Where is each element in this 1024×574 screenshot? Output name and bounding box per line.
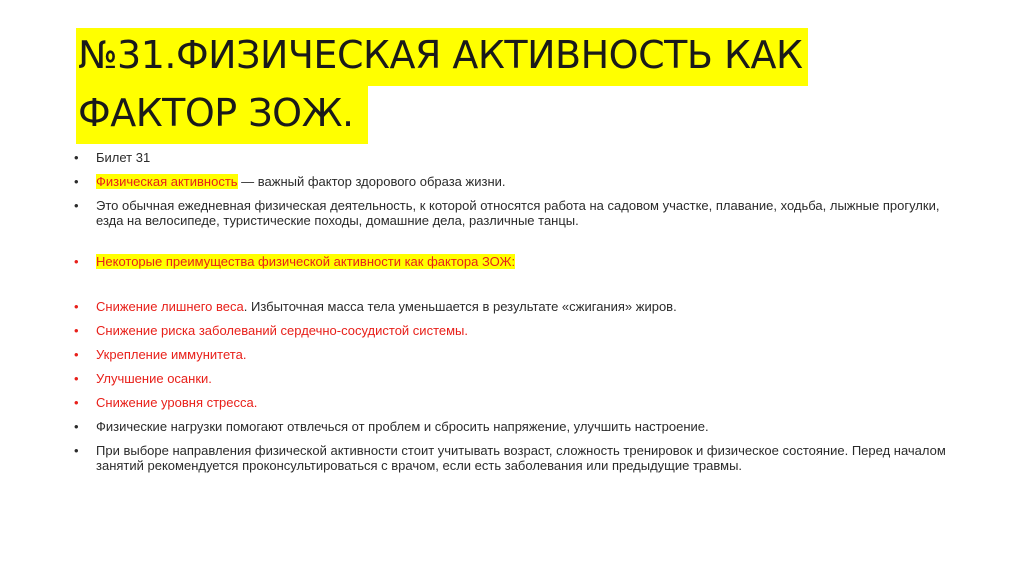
bullet-item-cardio	[74, 323, 954, 338]
bullet-text: Билет 31	[96, 150, 151, 165]
bullet-marker: •	[74, 395, 79, 410]
highlighted-term: Физическая активность	[96, 174, 238, 189]
bullet-marker: •	[74, 419, 79, 434]
benefits-heading: Некоторые преимущества физической активности как фактора ЗОЖ:	[96, 254, 516, 269]
bullet-item-loads	[74, 419, 954, 434]
bullet-marker: •	[74, 347, 79, 362]
bullet-text: Физические нагрузки помогают отвлечься от проблем и сбросить напряжение, улучшить настроение.	[96, 419, 709, 434]
bullet-marker: •	[74, 198, 79, 213]
bullet-marker: •	[74, 443, 79, 458]
bullet-text: Укрепление иммунитета.	[96, 347, 247, 362]
slide-title	[76, 28, 816, 144]
bullet-marker: •	[74, 254, 79, 269]
bullet-marker: •	[74, 323, 79, 338]
bullet-marker: •	[74, 371, 79, 386]
bullet-marker: •	[74, 150, 79, 165]
bullet-item-weight	[74, 299, 954, 314]
weight-term: Снижение лишнего веса	[96, 299, 244, 314]
bullet-item-benefits-heading	[74, 254, 954, 269]
bullet-marker: •	[74, 174, 79, 189]
bullet-item-everyday-activity	[74, 198, 954, 228]
title-line-2: ФАКТОР ЗОЖ.	[76, 86, 368, 144]
bullet-item-posture	[74, 371, 954, 386]
bullet-text: — важный фактор здорового образа жизни.	[237, 174, 506, 189]
bullet-item-physical-activity	[74, 174, 954, 189]
bullet-list	[74, 150, 954, 482]
bullet-item-ticket	[74, 150, 954, 165]
bullet-text: Это обычная ежедневная физическая деятельность, к которой относятся работа на садовом участке, плавание, ходьба, лыжные прогулки, езда на велосипеде, туристические походы, домашние дела, различные танцы.	[96, 198, 940, 228]
bullet-text: При выборе направления физической активности стоит учитывать возраст, сложность тренировок и физическое состояние. Перед началом занятий рекомендуется проконсультироваться с врачом, если есть заболевания или предыдущие травмы.	[96, 443, 946, 473]
bullet-text: Снижение риска заболеваний сердечно-сосудистой системы.	[96, 323, 468, 338]
bullet-text: Улучшение осанки.	[96, 371, 212, 386]
bullet-item-stress	[74, 395, 954, 410]
title-line-1: №31.ФИЗИЧЕСКАЯ АКТИВНОСТЬ КАК	[76, 28, 808, 86]
bullet-item-choice	[74, 443, 954, 473]
bullet-item-immunity	[74, 347, 954, 362]
bullet-text: . Избыточная масса тела уменьшается в результате «сжигания» жиров.	[243, 299, 677, 314]
bullet-marker: •	[74, 299, 79, 314]
bullet-text: Снижение уровня стресса.	[96, 395, 258, 410]
